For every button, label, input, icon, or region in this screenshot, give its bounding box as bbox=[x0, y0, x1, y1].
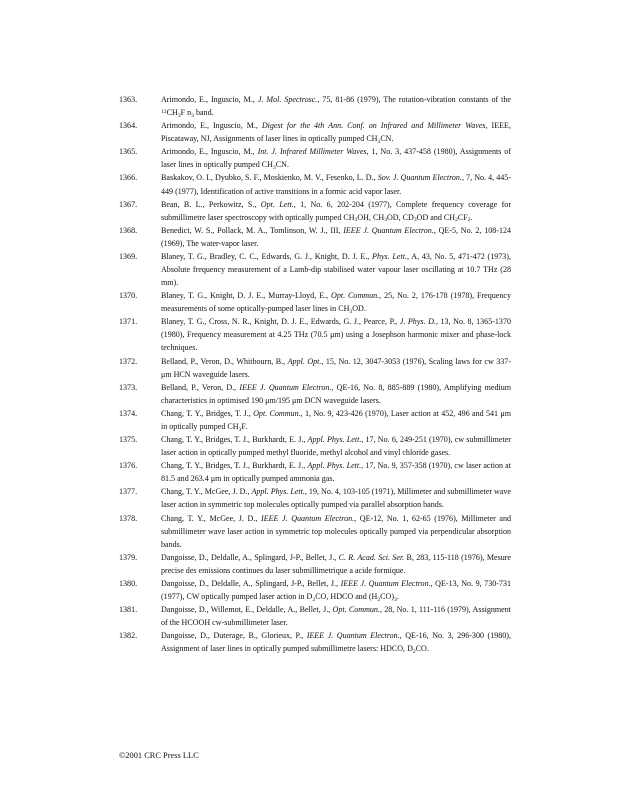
reference-text-run: , 19, No. 4, 103-105 (1971), Millimeter and submillimeter wave laser action in symmetric top molecules optically pumped via parallel absorption bands. bbox=[161, 487, 511, 510]
reference-text-run: Baskakov, O. I., Dyubko, S. F., Moskienko, M. V., Fesenko, L. D., bbox=[161, 173, 378, 183]
reference-text-run: Dangoisse, D., Duterage, B., Glorieux, P., bbox=[161, 631, 307, 641]
reference-text bbox=[161, 579, 511, 601]
reference-text-run: Dangoisse, D., Deldalle, A., Splingard, J-P., Bellet, J., bbox=[161, 578, 341, 588]
reference-text bbox=[161, 631, 511, 653]
journal-title: Opt. Commun. bbox=[332, 605, 380, 615]
reference-text-run: Arimondo, E., Inguscio, M., bbox=[161, 95, 258, 104]
copyright-footer: ©2001 CRC Press LLC bbox=[119, 751, 199, 760]
reference-number: 1367. bbox=[119, 199, 138, 209]
reference-number: 1375. bbox=[119, 435, 138, 445]
reference-entry bbox=[119, 93, 511, 119]
reference-text-run: , QE-5, No. 2, 108-124 (1969), The water-vapor laser. bbox=[161, 225, 512, 248]
reference-text-run: Belland, P., Veron, D., Whitbourn, B., bbox=[161, 356, 288, 366]
journal-title: Appl. Phys. Lett. bbox=[307, 435, 362, 445]
reference-entry bbox=[119, 629, 511, 655]
reference-text-run: , QE-12, No. 1, 62-65 (1976), Millimeter and submillimeter wave laser action in symmetric top molecules optically pumped via perpendicular absorption bands. bbox=[161, 513, 511, 549]
subscript: 2 bbox=[312, 596, 316, 603]
reference-text-run: Chang, T. Y., Bridges, T. J., Burkhardt, E. J., bbox=[161, 461, 308, 471]
reference-number: 1365. bbox=[119, 147, 138, 157]
reference-entry bbox=[119, 145, 511, 171]
reference-entry bbox=[119, 485, 511, 511]
reference-entry bbox=[119, 315, 511, 354]
reference-text bbox=[161, 487, 511, 509]
reference-text-run: CO. bbox=[415, 644, 429, 654]
journal-title: IEEE J. Quantum Electron. bbox=[343, 225, 434, 235]
reference-text-run: F. bbox=[241, 421, 248, 431]
reference-number: 1380. bbox=[119, 578, 138, 588]
reference-text-run: B, 283, 115-118 (1976), Mesure precise des emissions continues du laser submillimetrique a acide formique. bbox=[161, 552, 512, 575]
reference-text-run: , 17, No. 6, 249-251 (1970), cw submillimeter laser action in optically pumped methyl fluoride, methyl alcohol and vinyl chloride gases. bbox=[161, 435, 511, 458]
reference-number: 1369. bbox=[119, 251, 138, 261]
reference-text-run: . bbox=[470, 212, 473, 222]
reference-text-run: , 75, 81-86 (1979), The rotation-vibration constants of the bbox=[317, 95, 512, 104]
reference-number: 1378. bbox=[119, 513, 138, 523]
journal-title: IEEE J. Quantum Electron. bbox=[306, 631, 400, 641]
reference-text-run: CF bbox=[457, 212, 468, 222]
journal-title: IEEE J. Quantum Electron. bbox=[340, 578, 431, 588]
reference-text bbox=[161, 383, 511, 405]
reference-number: 1381. bbox=[119, 605, 138, 615]
reference-text bbox=[161, 409, 511, 431]
reference-text-run: , 1, No. 3, 437-458 (1980), Assignments of laser lines in optically pumped CH bbox=[161, 147, 511, 170]
reference-entry bbox=[119, 289, 511, 315]
reference-text bbox=[161, 357, 511, 379]
reference-entry bbox=[119, 577, 511, 603]
reference-number: 1376. bbox=[119, 461, 138, 471]
reference-text bbox=[161, 291, 511, 313]
journal-title: Digest for the 4th Ann. Conf. on Infrared and Millimeter Waves bbox=[261, 121, 486, 131]
reference-number: 1377. bbox=[119, 487, 138, 497]
subscript: 3 bbox=[394, 596, 397, 603]
reference-text-run: Dangoisse, D., Deldalle, A., Splingard, J-P., Bellet, J., bbox=[161, 552, 339, 562]
journal-title: J. Phys. D. bbox=[399, 317, 436, 327]
reference-text-run: , 13, No. 8, 1365-1370 (1980), Frequency measurement at 4.25 THz (70.5 μm) using a Josephson harmonic mixer and phase-lock techniques. bbox=[161, 317, 511, 353]
reference-text-run: Chang, T. Y., Bridges, T. J., bbox=[161, 408, 254, 418]
reference-text bbox=[161, 605, 511, 627]
reference-text-run: , 1, No. 6, 202-204 (1977), Complete frequency coverage for submillimetre laser spectroscopy with optically pumped CH bbox=[161, 199, 511, 222]
reference-text-run: Blaney, T. G., Bradley, C. C., Edwards, G. J., Knight, D. J. E., bbox=[161, 251, 373, 261]
subscript: 2 bbox=[412, 648, 416, 655]
reference-entry bbox=[119, 603, 511, 629]
reference-text-run: CN. bbox=[380, 134, 394, 144]
reference-number: 1364. bbox=[119, 121, 138, 131]
subscript: 2 bbox=[377, 596, 381, 603]
journal-title: IEEE J. Quantum Electron. bbox=[239, 382, 332, 392]
reference-text-run: , QE-13, No. 9, 730-731 (1977), CW optically pumped laser action in D bbox=[161, 578, 511, 601]
reference-text-run: Benedict, W. S., Pollack, M. A., Tomlinson, W. J., III, bbox=[161, 225, 344, 235]
reference-text-run: OD, CD bbox=[387, 212, 414, 222]
journal-title: Phys. Lett. bbox=[372, 251, 407, 261]
journal-title: Appl. Phys. Lett. bbox=[251, 487, 305, 497]
journal-title: Opt. Commun. bbox=[253, 408, 301, 418]
reference-text-run: Blaney, T. G., Cross, N. R., Knight, D. J. E., Edwards, G. J., Pearce, P., bbox=[161, 317, 400, 327]
subscript: 3 bbox=[238, 426, 242, 433]
subscript: 3 bbox=[177, 112, 181, 119]
reference-text-run: , 17, No. 9, 357-358 (1970), cw laser action at 81.5 and 263.4 μm in optically pumped ammonia gas. bbox=[161, 461, 511, 484]
reference-number: 1370. bbox=[119, 291, 138, 301]
reference-text-run: . bbox=[396, 591, 399, 601]
reference-number: 1372. bbox=[119, 356, 138, 366]
reference-text-run: Chang, T. Y., Bridges, T. J., Burkhardt, E. J., bbox=[161, 435, 308, 445]
journal-title: Int. J. Infrared Millimeter Waves bbox=[257, 147, 367, 157]
reference-text-run: , 1, No. 9, 423-426 (1970), Laser action at 452, 496 and 541 μm in optically pumped CH bbox=[161, 408, 511, 431]
reference-text bbox=[161, 514, 511, 549]
journal-title: Sov. J. Quantum Electron. bbox=[377, 173, 462, 183]
reference-entry bbox=[119, 459, 511, 485]
journal-title: IEEE J. Quantum Electron. bbox=[260, 513, 355, 523]
reference-text-run: CO, HDCO and (H bbox=[315, 591, 378, 601]
subscript: 2 bbox=[467, 217, 471, 224]
reference-text-run: F n bbox=[180, 108, 192, 118]
reference-number: 1366. bbox=[119, 173, 138, 183]
reference-text-run: OD and CH bbox=[416, 212, 456, 222]
subscript: 3 bbox=[377, 138, 381, 145]
reference-entry bbox=[119, 355, 511, 381]
reference-list bbox=[119, 93, 511, 655]
subscript: 3 bbox=[272, 165, 276, 172]
reference-text bbox=[161, 317, 511, 352]
reference-text bbox=[161, 553, 511, 575]
reference-text-run: Arimondo, E., Inguscio, M., bbox=[161, 121, 262, 131]
reference-text-run: , A, 43, No. 5, 471-472 (1973), Absolute frequency measurement of a Lamb-dip stabilised water vapour laser oscillating at 10.7 THz (28 mm). bbox=[161, 251, 511, 288]
journal-title: Opt. Commun. bbox=[331, 291, 380, 301]
reference-number: 1379. bbox=[119, 552, 138, 562]
reference-text-run: Bean, B. L., Perkowitz, S., bbox=[161, 199, 261, 209]
reference-text-run: , QE-16, No. 3, 296-300 (1980), Assignment of laser lines in optically pumped submillimetre lasers: HDCO, D bbox=[161, 631, 511, 654]
reference-text-run: Dangoisse, D., Willemot, E., Deldalle, A., Bellet, J., bbox=[161, 605, 333, 615]
subscript: 3 bbox=[413, 217, 417, 224]
reference-entry bbox=[119, 171, 511, 197]
journal-title: C. R. Acad. Sci. Ser. bbox=[338, 552, 405, 562]
journal-title: Appl. Opt. bbox=[287, 356, 322, 366]
reference-text-run: band. bbox=[193, 108, 214, 118]
journal-title: Opt. Lett. bbox=[260, 199, 294, 209]
subscript: 2 bbox=[455, 217, 458, 224]
subscript: 3 bbox=[384, 217, 387, 224]
reference-text-run: CN. bbox=[275, 160, 289, 170]
subscript: 3 bbox=[354, 217, 358, 224]
reference-entry bbox=[119, 119, 511, 145]
reference-text-run: Blaney, T. G., Knight, D. J. E., Murray-Lloyd, E., bbox=[161, 291, 332, 301]
reference-number: 1363. bbox=[119, 95, 138, 104]
reference-text-run: OH, CH bbox=[357, 212, 385, 222]
reference-text bbox=[161, 147, 511, 172]
reference-text-run: , 15, No. 12, 3047-3053 (1976), Scaling laws for cw 337-μm HCN waveguide lasers. bbox=[161, 356, 511, 379]
reference-entry bbox=[119, 381, 511, 407]
reference-text-run: , 7, No. 4, 445-449 (1977), Identification of active transitions in a formic acid vapor laser. bbox=[161, 173, 511, 196]
reference-text-run: Belland, P., Veron, D., bbox=[161, 382, 240, 392]
reference-text bbox=[161, 461, 511, 483]
reference-number: 1371. bbox=[119, 317, 138, 327]
reference-entry bbox=[119, 407, 511, 433]
superscript: 12 bbox=[161, 108, 167, 115]
reference-entry bbox=[119, 551, 511, 577]
reference-text bbox=[161, 121, 511, 143]
reference-text-run: Chang, T. Y., McGee, J. D., bbox=[161, 513, 261, 523]
reference-text bbox=[161, 200, 511, 222]
reference-text-run: CH bbox=[166, 108, 178, 118]
reference-number: 1373. bbox=[119, 382, 138, 392]
subscript: 3 bbox=[349, 308, 353, 315]
reference-number: 1382. bbox=[119, 631, 138, 641]
reference-text bbox=[161, 252, 511, 287]
reference-entry bbox=[119, 433, 511, 459]
reference-text-run: , QE-16, No. 8, 885-889 (1980), Amplifying medium characteristics in optimised 190 μm/195 μm DCN waveguide lasers. bbox=[161, 382, 511, 405]
reference-text-run: , 25, No. 2, 176-178 (1978), Frequency measurements of some optically-pumped laser lines in CH bbox=[161, 291, 511, 314]
reference-text bbox=[161, 226, 511, 248]
reference-text-run: , IEEE, Piscataway, NJ, Assignments of laser lines in optically pumped CH bbox=[161, 121, 511, 144]
reference-text-run: CO) bbox=[380, 591, 394, 601]
reference-text bbox=[161, 95, 511, 117]
subscript: 3 bbox=[191, 112, 194, 119]
reference-text-run: , 28, No. 1, 111-116 (1979), Assignment of the HCOOH cw-submillimeter laser. bbox=[161, 605, 511, 628]
journal-title: J. Mol. Spectrosc. bbox=[257, 95, 318, 104]
reference-text-run: Arimondo, E., Inguscio, M., bbox=[161, 147, 258, 157]
journal-title: Appl. Phys. Lett. bbox=[307, 461, 362, 471]
reference-text bbox=[161, 173, 511, 195]
reference-number: 1374. bbox=[119, 408, 138, 418]
reference-entry bbox=[119, 224, 511, 250]
reference-text bbox=[161, 435, 511, 457]
reference-entry bbox=[119, 250, 511, 289]
reference-entry bbox=[119, 198, 511, 224]
reference-text-run: OD. bbox=[352, 304, 366, 314]
reference-number: 1368. bbox=[119, 225, 138, 235]
reference-entry bbox=[119, 512, 511, 551]
reference-text-run: Chang, T. Y., McGee, J. D., bbox=[161, 487, 252, 497]
